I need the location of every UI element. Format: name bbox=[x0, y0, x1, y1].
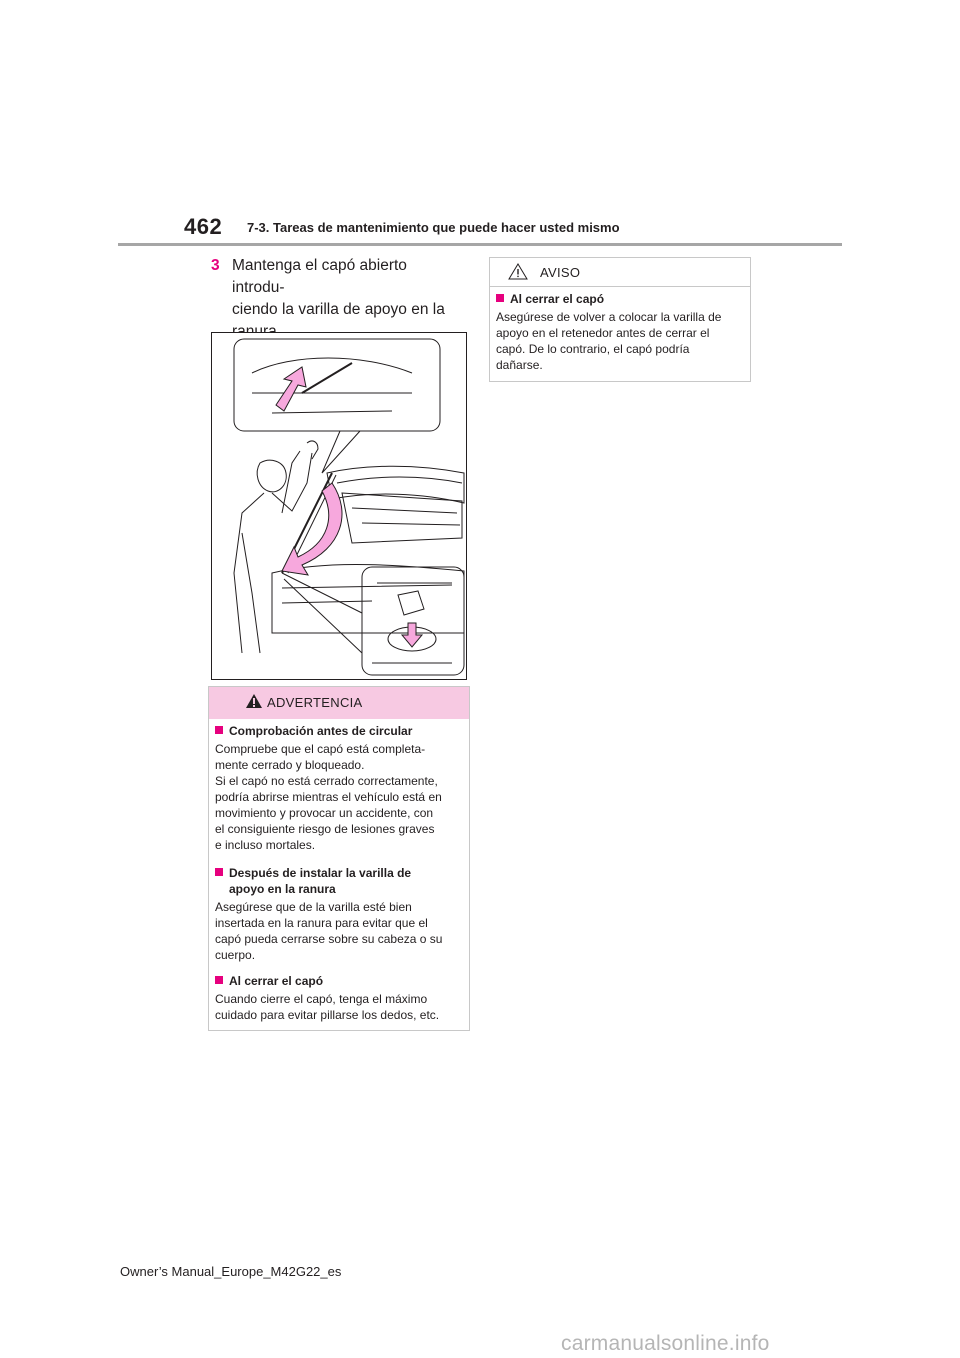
warning-item-heading: Comprobación antes de circular bbox=[215, 723, 412, 739]
step-line: ciendo la varilla de apoyo en la bbox=[232, 301, 445, 318]
notice-item-text: Asegúrese de volver a colocar la varilla de apoyo en el retenedor antes de cerrar el capó. De lo contrario, el capó podría dañarse. bbox=[496, 310, 722, 372]
arrow-icon bbox=[276, 367, 422, 647]
warning-header bbox=[209, 687, 469, 719]
warning-box bbox=[208, 686, 470, 1031]
page-number: 462 bbox=[184, 214, 223, 239]
warning-item-text: Asegúrese que de la varilla esté bien insertada en la ranura para evitar que el capó pueda cerrarse sobre su cabeza o su cuerpo. bbox=[215, 900, 443, 962]
step-line: Mantenga el capó abierto introdu- bbox=[232, 257, 407, 296]
caution-triangle-icon bbox=[508, 263, 528, 280]
watermark-text: carmanualsonline.info bbox=[561, 1332, 770, 1355]
bullet-square-icon bbox=[215, 726, 223, 734]
warning-item-heading: Al cerrar el capó bbox=[215, 973, 323, 989]
warning-triangle-icon bbox=[245, 693, 263, 709]
footer-text: Owner’s Manual_Europe_M42G22_es bbox=[120, 1264, 342, 1279]
section-title: 7-3. Tareas de mantenimiento que puede hacer usted mismo bbox=[247, 220, 620, 235]
notice-header bbox=[490, 258, 750, 287]
bullet-square-icon bbox=[496, 294, 504, 302]
header-divider bbox=[118, 243, 842, 246]
notice-title: AVISO bbox=[540, 265, 581, 280]
warning-item-heading: Después de instalar la varilla de apoyo en la ranura bbox=[215, 865, 411, 897]
bullet-square-icon bbox=[215, 868, 223, 876]
notice-item-heading: Al cerrar el capó bbox=[496, 291, 604, 307]
warning-item-text: Compruebe que el capó está completa- mente cerrado y bloqueado. Si el capó no está cerrado correctamente, podría abrirse mientras el vehículo está en movimiento y provocar un accidente, con el consiguiente riesgo de lesiones graves e incluso mortales. bbox=[215, 742, 442, 852]
warning-item-text: Cuando cierre el capó, tenga el máximo cuidado para evitar pillarse los dedos, etc. bbox=[215, 992, 440, 1022]
step-number: 3 bbox=[211, 257, 220, 274]
step-text bbox=[232, 255, 462, 343]
notice-box bbox=[489, 257, 751, 382]
hood-prop-rod-figure bbox=[211, 332, 467, 680]
car-hood-illustration bbox=[212, 333, 467, 680]
warning-title: ADVERTENCIA bbox=[267, 695, 363, 710]
bullet-square-icon bbox=[215, 976, 223, 984]
